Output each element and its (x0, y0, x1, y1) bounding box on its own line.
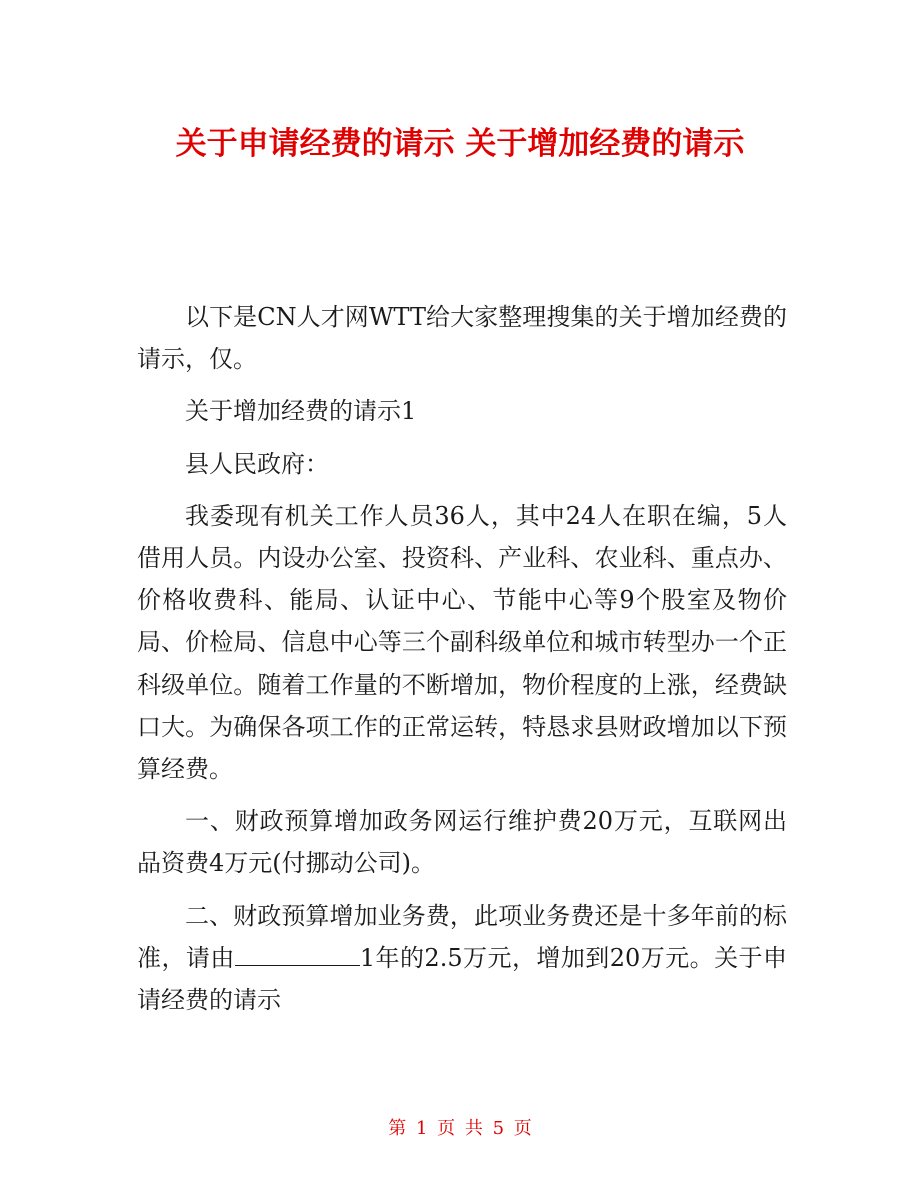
document-title: 关于申请经费的请示 关于增加经费的请示 (175, 126, 745, 162)
section-heading: 关于增加经费的请示1 (185, 397, 417, 426)
fill-in-blank (235, 945, 360, 966)
paragraph-intro: 以下是CN人才网WTT给大家整理搜集的关于增加经费的请示，仅。 (137, 303, 787, 374)
paragraph-item-two (137, 895, 787, 1022)
item-two-text-after-blank: 1年的2.5万元，增加到20万元。关于申请经费的请示 (137, 943, 788, 1015)
document-body (137, 296, 787, 1031)
item-two-text-before-blank: 二、财政预算增加业务费，此项业务费还是十多年前的标准，请由 (137, 901, 787, 972)
paragraph-staffing: 我委现有机关工作人员36人，其中24人在职在编，5人借用人员。内设办公室、投资科、产业科、农业科、重点办、价格收费科、能局、认证中心、节能中心等9个股室及物价局、价检局、信息中心等三个副科级单位和城市转型办一个正科级单位。随着工作量的不断增加，物价程度的上涨，经费缺口大。为确保各项工作的正常运转，特恳求县财政增加以下预算经费。 (137, 501, 787, 784)
page-footer: 第 1 页 共 5 页 (388, 1118, 532, 1139)
paragraph-item-one: 一、财政预算增加政务网运行维护费20万元，互联网出品资费4万元(付挪动公司)。 (137, 807, 787, 878)
salutation: 县人民政府： (185, 449, 329, 478)
